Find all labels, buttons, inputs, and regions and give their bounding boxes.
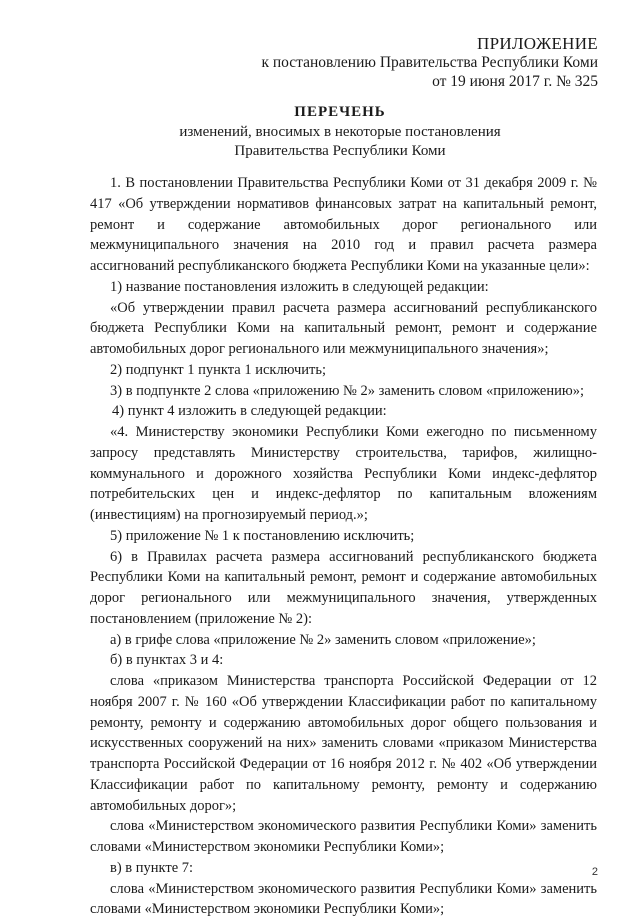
paragraph: 5) приложение № 1 к постановлению исключить; — [90, 526, 597, 547]
paragraph: «Об утверждении правил расчета размера ассигнований республиканского бюджета Республики Коми на капитальный ремонт, ремонт и содержание автомобильных дорог регионального или межмуниципального значения»; — [90, 298, 597, 360]
title-main: ПЕРЕЧЕНЬ — [90, 103, 590, 122]
paragraph: 1. В постановлении Правительства Республики Коми от 31 декабря 2009 г. № 417 «Об утверждении нормативов финансовых затрат на капитальный ремонт, ремонт и содержание автомобильных дорог регионального или межмуниципального значения на 2010 год и правил расчета размера ассигнований республиканского бюджета Республики Коми на указанные цели»: — [90, 173, 597, 277]
page-number: 2 — [592, 866, 598, 878]
paragraph: в) в пункте 7: — [90, 858, 597, 879]
paragraph: слова «Министерством экономического развития Республики Коми» заменить словами «Министерством экономики Республики Коми»; — [90, 816, 597, 858]
paragraph: а) в грифе слова «приложение № 2» заменить словом «приложение»; — [90, 630, 597, 651]
paragraph: 3) в подпункте 2 слова «приложению № 2» заменить словом «приложению»; — [90, 381, 597, 402]
paragraph: б) в пунктах 3 и 4: — [90, 650, 597, 671]
paragraph: слова «Министерством экономического развития Республики Коми» заменить словами «Министерством экономики Республики Коми»; — [90, 879, 597, 920]
paragraph: 2) подпункт 1 пункта 1 исключить; — [90, 360, 597, 381]
appendix-header — [218, 34, 598, 91]
document-body — [90, 173, 597, 920]
paragraph: 6) в Правилах расчета размера ассигнований республиканского бюджета Республики Коми на капитальный ремонт, ремонт и содержание автомобильных дорог регионального или межмуниципального значения, утвержденных постановлением (приложение № 2): — [90, 547, 597, 630]
document-title — [90, 103, 590, 161]
appendix-label: ПРИЛОЖЕНИЕ — [218, 34, 598, 53]
paragraph: слова «приказом Министерства транспорта Российской Федерации от 12 ноября 2007 г. № 160 «Об утверждении Классификации работ по капитальному ремонту, ремонту и содержанию автомобильных дорог общего пользования и искусственных сооружений на них» заменить словами «приказом Министерства транспорта Российской Федерации от 16 ноября 2012 г. № 402 «Об утверждении Классификации работ по капитальному ремонту, ремонту и содержанию автомобильных дорог»; — [90, 671, 597, 816]
title-subtitle-2: Правительства Республики Коми — [90, 142, 590, 161]
paragraph: 1) название постановления изложить в следующей редакции: — [90, 277, 597, 298]
appendix-date: от 19 июня 2017 г. № 325 — [218, 72, 598, 91]
paragraph: «4. Министерству экономики Республики Коми ежегодно по письменному запросу представлять Министерству строительства, тарифов, жилищно-коммунального и дорожного хозяйства Республики Коми индекс-дефлятор потребительских цен и индекс-дефлятор по капитальным вложениям (инвестициям) на прогнозируемый период.»; — [90, 422, 597, 526]
title-subtitle-1: изменений, вносимых в некоторые постановления — [90, 123, 590, 142]
appendix-reference: к постановлению Правительства Республики Коми — [218, 53, 598, 72]
paragraph: 4) пункт 4 изложить в следующей редакции: — [90, 401, 597, 422]
